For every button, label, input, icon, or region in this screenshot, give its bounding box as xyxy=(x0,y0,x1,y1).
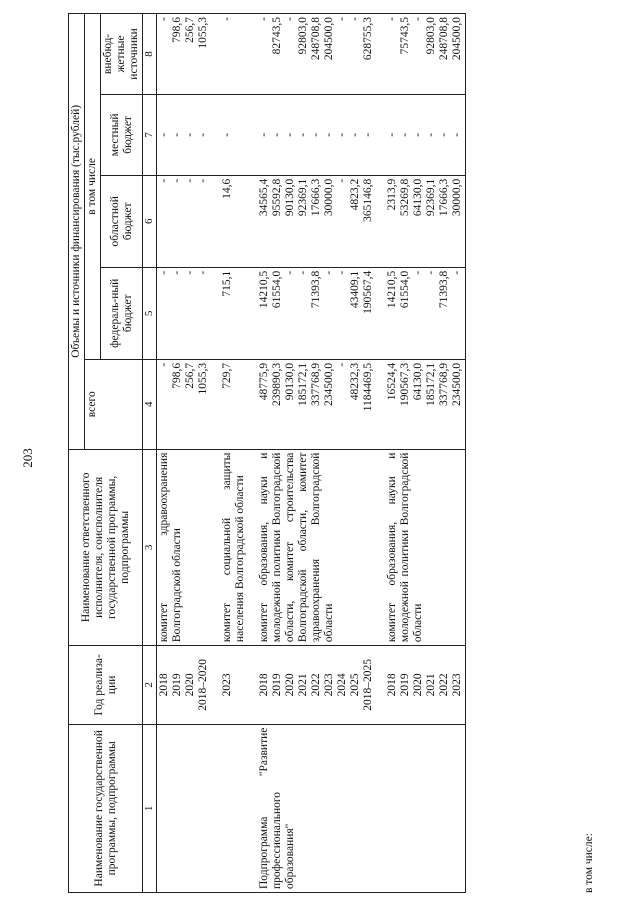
value-ext: 1055,3 xyxy=(197,17,209,49)
total-cell xyxy=(376,359,466,449)
table-row xyxy=(248,14,376,893)
reg-cell xyxy=(211,175,248,267)
ext-cell xyxy=(248,14,376,95)
value-fed: 61554,0 xyxy=(399,270,411,309)
value-fed: 43409,1 xyxy=(349,270,361,309)
value-loc: - xyxy=(158,132,170,137)
value-total: 239890,3 xyxy=(271,362,283,406)
value-fed: - xyxy=(323,270,335,275)
ext-cell xyxy=(376,14,466,95)
value-fed: - xyxy=(412,270,424,275)
value-reg: 90130,0 xyxy=(284,178,296,217)
value-loc: - xyxy=(271,132,283,137)
value-total: 337768,9 xyxy=(310,362,322,406)
value-total: 256,7 xyxy=(184,362,196,389)
value-total: 90130,0 xyxy=(284,362,296,401)
value-loc: - xyxy=(336,132,348,137)
value-loc: - xyxy=(171,132,183,137)
loc-cell xyxy=(211,94,248,175)
reg-cell xyxy=(376,175,466,267)
executor-cell: комитет социальной защиты населения Волгоградской области xyxy=(211,449,248,645)
value-total: 337768,9 xyxy=(438,362,450,406)
loc-cell xyxy=(376,94,466,175)
value-ext: - xyxy=(258,17,270,21)
program-name-cell xyxy=(376,724,466,892)
value-total: 1055,3 xyxy=(197,362,209,395)
value-year: 2025 xyxy=(349,673,361,697)
value-reg: 14,6 xyxy=(221,178,233,199)
value-total: 16524,4 xyxy=(386,362,398,401)
fed-cell xyxy=(248,267,376,359)
value-total: 64130,0 xyxy=(412,362,424,401)
value-reg: 92369,1 xyxy=(425,178,437,217)
value-total: 798,6 xyxy=(171,362,183,389)
value-ext: 256,7 xyxy=(184,17,196,43)
value-year: 2021 xyxy=(425,673,437,697)
value-fed: - xyxy=(158,270,170,275)
value-reg: 53269,8 xyxy=(399,178,411,217)
value-year: 2023 xyxy=(221,673,233,697)
note-text: в том числе: xyxy=(583,833,595,893)
value-year: 2018–2020 xyxy=(197,658,209,711)
value-year: 2018 xyxy=(258,673,270,697)
total-cell xyxy=(211,359,248,449)
fed-cell xyxy=(157,267,212,359)
value-year: 2022 xyxy=(438,673,450,697)
fed-cell xyxy=(211,267,248,359)
value-year: 2023 xyxy=(323,673,335,697)
value-total: - xyxy=(336,362,348,367)
table-row xyxy=(211,14,248,893)
value-total: 1184469,5 xyxy=(362,362,374,412)
column-index-row: 1 2 3 4 5 6 7 8 xyxy=(143,14,157,893)
value-loc: - xyxy=(412,132,424,137)
fed-cell xyxy=(376,267,466,359)
value-reg: 365146,8 xyxy=(362,178,374,222)
value-year: 2018 xyxy=(158,673,170,697)
value-total: - xyxy=(158,362,170,367)
value-year: 2024 xyxy=(336,673,348,697)
value-loc: - xyxy=(425,132,437,137)
ext-cell xyxy=(157,14,212,95)
year-cell xyxy=(376,646,466,725)
value-year: 2019 xyxy=(271,673,283,697)
value-ext: - xyxy=(386,17,398,21)
value-fed: - xyxy=(197,270,209,275)
value-reg: 30000,0 xyxy=(451,178,463,217)
value-fed: 61554,0 xyxy=(271,270,283,309)
value-loc: - xyxy=(399,132,411,137)
value-ext: - xyxy=(336,17,348,21)
header-total: всего xyxy=(85,359,143,449)
program-name-cell xyxy=(211,724,248,892)
value-ext: 628755,3 xyxy=(362,17,374,61)
value-fed: - xyxy=(171,270,183,275)
value-loc: - xyxy=(451,132,463,137)
value-fed: 14210,5 xyxy=(258,270,270,309)
value-ext: 75743,5 xyxy=(399,17,411,55)
value-loc: - xyxy=(197,132,209,137)
value-total: 729,7 xyxy=(221,362,233,389)
value-fed: 14210,5 xyxy=(386,270,398,309)
header-program: Наименование государственной программы, подпрограммы xyxy=(69,724,143,892)
financing-table xyxy=(68,13,466,893)
executor-cell: комитет образования, науки и молодежной политики Волгоградской области xyxy=(376,449,466,645)
header-extra: внебюд-жетные источники xyxy=(101,14,143,95)
header-local: местный бюджет xyxy=(101,94,143,175)
value-reg: 2313,9 xyxy=(386,178,398,211)
year-cell xyxy=(211,646,248,725)
value-reg: 4823,2 xyxy=(349,178,361,211)
executor-cell: комитет образования, науки и молодежной политики Волгоградской области, комитет строительства Волгоградской области, комитет здравоохранения Волгоградской области xyxy=(248,449,376,645)
value-fed: - xyxy=(336,270,348,275)
value-reg: 64130,0 xyxy=(412,178,424,217)
value-reg: - xyxy=(336,178,348,183)
value-loc: - xyxy=(386,132,398,137)
value-year: 2021 xyxy=(297,673,309,697)
executor-cell: комитет здравоохранения Волгоградской области xyxy=(157,449,212,645)
value-loc: - xyxy=(362,132,374,137)
value-ext: 204500,0 xyxy=(323,17,335,61)
header-financing: Объемы и источники финансирования (тыс.рублей) xyxy=(69,14,85,450)
reg-cell xyxy=(248,175,376,267)
value-total: 185172,1 xyxy=(297,362,309,406)
header-year: Год реализа-ции xyxy=(69,646,143,725)
value-fed: - xyxy=(297,270,309,275)
value-year: 2018 xyxy=(386,673,398,697)
value-year: 2020 xyxy=(284,673,296,697)
value-total: 190567,3 xyxy=(399,362,411,406)
value-year: 2018–2025 xyxy=(362,658,374,711)
header-executor: Наименование ответственного исполнителя, соисполнителя государственной программы, подпрограммы xyxy=(69,449,143,645)
header-subgroup: в том числе xyxy=(85,14,101,360)
value-fed: - xyxy=(425,270,437,275)
value-ext: 92803,0 xyxy=(297,17,309,55)
value-year: 2020 xyxy=(184,673,196,697)
value-reg: - xyxy=(197,178,209,183)
value-year: 2019 xyxy=(399,673,411,697)
value-fed: - xyxy=(284,270,296,275)
value-fed: 190567,4 xyxy=(362,270,374,314)
value-loc: - xyxy=(323,132,335,137)
value-total: 48775,9 xyxy=(258,362,270,401)
value-reg: - xyxy=(171,178,183,183)
value-ext: 248708,8 xyxy=(310,17,322,61)
value-reg: 30000,0 xyxy=(323,178,335,217)
reg-cell xyxy=(157,175,212,267)
value-ext: 82743,5 xyxy=(271,17,283,55)
value-reg: 95592,8 xyxy=(271,178,283,217)
value-reg: 34565,4 xyxy=(258,178,270,217)
value-loc: - xyxy=(184,132,196,137)
loc-cell xyxy=(248,94,376,175)
loc-cell xyxy=(157,94,212,175)
value-loc: - xyxy=(349,132,361,137)
value-fed: - xyxy=(451,270,463,275)
value-fed: - xyxy=(184,270,196,275)
value-loc: - xyxy=(221,132,233,137)
value-loc: - xyxy=(297,132,309,137)
value-loc: - xyxy=(438,132,450,137)
value-fed: 71393,8 xyxy=(310,270,322,309)
value-ext: 248708,8 xyxy=(438,17,450,61)
value-ext: 798,6 xyxy=(171,17,183,43)
ext-cell xyxy=(211,14,248,95)
header-regional: областной бюджет xyxy=(101,175,143,267)
rotated-table-sheet xyxy=(68,13,638,893)
value-ext: - xyxy=(412,17,424,21)
value-year: 2019 xyxy=(171,673,183,697)
value-reg: 17666,3 xyxy=(438,178,450,217)
program-name-cell: Подпрограмма "Развитие профессионального образования" xyxy=(248,724,376,892)
value-loc: - xyxy=(284,132,296,137)
value-ext: - xyxy=(284,17,296,21)
year-cell xyxy=(157,646,212,725)
table-row xyxy=(376,14,466,893)
value-ext: - xyxy=(221,17,233,21)
value-loc: - xyxy=(310,132,322,137)
value-total: 234500,0 xyxy=(323,362,335,406)
year-cell xyxy=(248,646,376,725)
value-loc: - xyxy=(258,132,270,137)
value-fed: 71393,8 xyxy=(438,270,450,309)
total-cell xyxy=(248,359,376,449)
header-federal: федераль-ный бюджет xyxy=(101,267,143,359)
value-ext: 92803,0 xyxy=(425,17,437,55)
value-year: 2020 xyxy=(412,673,424,697)
value-ext: 204500,0 xyxy=(451,17,463,61)
value-total: 234500,0 xyxy=(451,362,463,406)
value-reg: 17666,3 xyxy=(310,178,322,217)
program-name-cell xyxy=(157,724,212,892)
value-total: 48232,3 xyxy=(349,362,361,401)
value-reg: - xyxy=(184,178,196,183)
value-year: 2023 xyxy=(451,673,463,697)
value-ext: - xyxy=(349,17,361,21)
value-fed: 715,1 xyxy=(221,270,233,297)
page-number: 203 xyxy=(20,448,35,468)
total-cell xyxy=(157,359,212,449)
value-year: 2022 xyxy=(310,673,322,697)
value-total: 185172,1 xyxy=(425,362,437,406)
value-reg: - xyxy=(158,178,170,183)
table-row xyxy=(157,14,212,893)
value-reg: 92369,1 xyxy=(297,178,309,217)
value-ext: - xyxy=(158,17,170,21)
